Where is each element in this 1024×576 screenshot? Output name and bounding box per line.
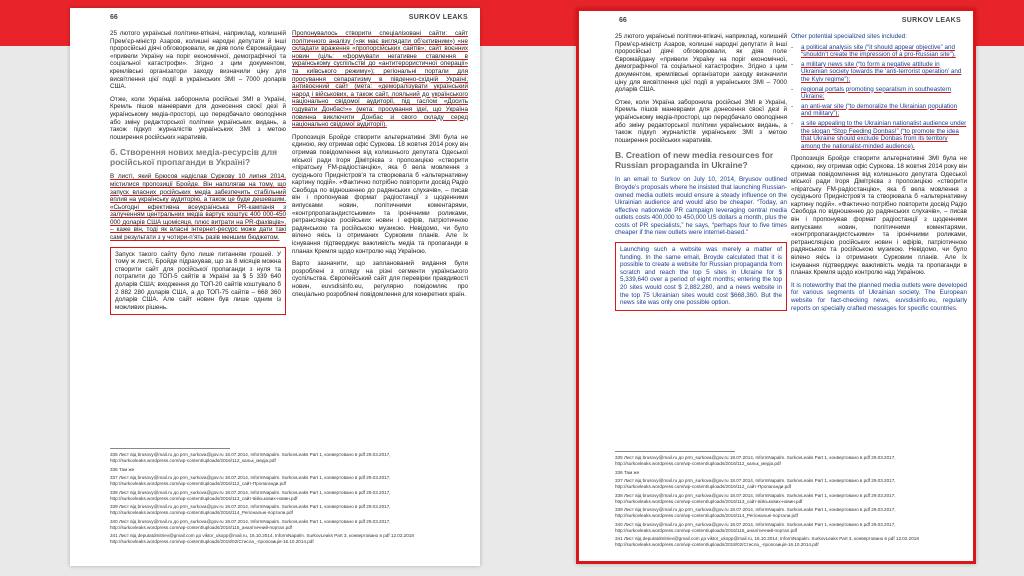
running-title: SURKOV LEAKS: [408, 14, 468, 21]
footnote-rule: [110, 448, 230, 449]
footnote: 337 Лист від brusovy@mail.ru до prm_surkova@gov.ru 18.07.2014, InformNapalm. SurkovLeaks Part 1, конвертовано в pdf 29.03.2017, http://surkovleaks.wordpress.com/wp-content/uploads/2016/112_сайт-Пропаганди.pdf: [110, 475, 391, 486]
footnote: 340 Лист від brusovy@mail.ru до prm_surkova@gov.ru 18.07.2014, InformNapalm. SurkovLeaks Part 1, конвертовано в pdf 29.03.2017, http://surkovleaks.wordpress.com/wp-content/uploads/2016/115_аналітичний-портал.pdf: [615, 521, 896, 533]
paragraph-underlined: Пропонувалось створити спеціалізовані сайти: сайт політичного аналізу («як має виглядати об’єктивним») «не складати враження «пропорсійських сайтів»; сайт воєнних новин (ціль: «формувати негативне ставлення в українському суспільстві до «антитерористичної операції» та київського режиму»); регіональні портали для просування сепаратизму в південно-східній Україні; антивоєнний сайт (мета: «деморалізувати український народ і військових, а також сайт, лояльний до українського національно свідомої аудиторії, під гаслом «Досить годувати Донбас!»» (мета: просування ідеї, що Україна повинна виключити Донбас зі свого складу серед національно свідомої аудиторії).: [292, 30, 468, 129]
section-heading: б. Створення нових медіа-ресурсів для російської пропаганди в Україні?: [110, 147, 278, 168]
list-intro: Other potential specialized sites included:: [791, 33, 907, 40]
footnote: 338 Лист від brusovy@mail.ru до prm_surkova@gov.ru 18.07.2014, InformNapalm. SurkovLeaks Part 1, конвертовано в pdf 29.03.2017, http://surkovleaks.wordpress.com/wp-content/uploads/2016/113_сайт-військових-новин.pdf: [615, 492, 896, 504]
paragraph: 25 лютого українські політики-втікачі, наприклад, колишній Прем’єр-міністр Азаров, колишні народні депутати й інші проросійські діячі обговорювали, як діяв поле Євромайдану «привели Україну на поріг економічної, демографічної та соціальної катастрофи». Згідно з цим документом, кремлівські організатори заходу визначили ціну для висвітлення цієї події в українських ЗМІ – 7000 доларів США.: [615, 33, 787, 94]
boxed-paragraph: Launching such a website was merely a matter of funding. In the same email, Broyde calculated that it is possible to create a website for Russian propaganda from scratch and reach the top 5 sites in Ukraine for $ 5,339,640 over a period of eight months; entering the top 20 sites would cost $ 2,882,280, and a news website in the top 75 Ukrainian sites would cost $668,360. But the news site was only one possible option.: [620, 246, 782, 307]
highlighted-box: [110, 247, 286, 316]
paragraph-underlined: В листі, який Брюсов надіслав Суркову 10 липня 2014, містилися пропозиції Бройде. Він наполягав на тому, що запуск власних російських медіа забезпечить стабільний вплив на українську аудиторію, а також це буде дешевшим. «Сьогодні ефективна всеукраїнська PR-кампанія з залученням центральних медіа вартує коштує 400 000-450 000 доларів США щомісяця, плюс витрати на PR-фахівців», – каже він, тоді як власні інтернет-ресурс може дати такі самі результати з у чотири-п’ять разів меншим бюджетом.: [110, 173, 286, 242]
list-item-text: a site appealing to the Ukrainian nationalist audience under the slogan “Stop Feeding Donbas!” (“to promote the idea that Ukraine should exclude Donbas from its territory among the nationalist-minded audience).: [801, 119, 967, 150]
page-number: 66: [110, 14, 118, 21]
footnote: 341 Лист від deputatdmitriev@gmail.com до viktor_ukopp@mail.ru, 16.10.2014, InformNapalm. SurkovLeaks Part 3, конвертовано в pdf 12.02.2018 http://surkovleaks.wordpress.com/wp-content/uploads/2018/02/Стисла_-пропозиція-16.10.2014.pdf: [615, 536, 919, 547]
paragraph: 25 лютого українські політики-втікачі, наприклад, колишній Прем’єр-міністр Азаров, колишні народні депутати й інші проросійські діячі обговорювали, як діяв поле Євромайдану «привели Україну на поріг економічної, демографічної та соціальної катастрофи». Згідно з цим документом, кремлівські організатори заходу визначили ціну для висвітлення цієї події в українських ЗМІ – 7000 доларів США.: [110, 30, 286, 91]
left-column-1: [110, 30, 286, 320]
boxed-paragraph: Запуск такого сайту було лише питанням грошей. У тому ж листі, Бройде підрахував, що за 8 місяців можна створити сайт для російської пропаганди з нуля та потрапити до ТОП-5 сайтів в Україні за $ 5 339 640 доларів США; входження до ТОП-20 сайтів коштувало б 2 882 280 доларів США, а до ТОП-75 сайтів – 668 360 доларів США. Але сайт новин був лише одним із можливих рішень.: [115, 250, 281, 311]
highlighted-box: [615, 242, 787, 311]
paragraph: Пропозиція Бройде створити альтернативні ЗМІ була не єдиною, яку отримав офіс Суркова. 18 жовтня 2014 року він отримав повідомлення від колишнього депутата Одеської міської ради Ігоря Дімітрієва з пропозицією «створити «піратську FM-радіостанцію», яка б вела мовлення з сусіднього Придністров’я та створювала б «альтернативну картину подій». «Фактично потрібно повторити досвід Радіо Свобода по відношенню до радянських слухачів», – писав він і пропонував формат радіостанції з щоденними випусками новин, політичними коментарями, «контрпропагандистськими» та іронічними роликами, ретрансляцією російських новин і ефірів, патріотичною радянською та російською музикою. Невідомо, чи було вілено якісь із отриманих Сурковим планів. Але їх існування підтверджує важливість медіа та пропаганди в планах Кремля щодо контролю над Україною.: [292, 133, 468, 255]
list-item: - a site appealing to the Ukrainian nationalist audience under the slogan “Stop Feeding Donbas!” (“to promote the idea that Ukraine should exclude Donbas from its territory among the nationalist-minded audience).: [791, 119, 967, 150]
right-page-english: [576, 8, 976, 564]
footnote: 339 Лист від brusovy@mail.ru до prm_surkova@gov.ru 18.07.2014, InformNapalm. SurkovLeaks Part 1, конвертовано в pdf 29.03.2017, http://surkovleaks.wordpress.com/wp-content/uploads/2016/114_Регіональні-портали.pdf: [615, 507, 896, 518]
section-heading: B. Creation of new media resources for Russian propaganda in Ukraine?: [615, 150, 774, 171]
paragraph: Отже, коли Україна заборонила російські ЗМІ в Україні, Кремль пішов маневрами для донесення своєї дезі й українському медіа-просторі, що передбачало оволодіння або зміну редакторської політики українських видань, а також підкуп журналістів українських ЗМІ з метою поширення російських наративів.: [110, 95, 286, 141]
list-item: - regional portals promoting separatism in southeastern Ukraine;: [791, 86, 967, 101]
running-title: SURKOV LEAKS: [901, 17, 961, 24]
footnote: 338 Лист від brusovy@mail.ru до prm_surkova@gov.ru 18.07.2014, InformNapalm. SurkovLeaks Part 1, конвертовано в pdf 29.03.2017, http://surkovleaks.wordpress.com/wp-content/uploads/2016/113_сайт-військових-новин.pdf: [110, 489, 391, 501]
footnotes: [615, 451, 967, 551]
list-item-text: an anti-war site (“to demoralize the Ukrainian population and military”);: [801, 102, 958, 118]
footnote: 337 Лист від brusovy@mail.ru до prm_surkova@gov.ru 18.07.2014, InformNapalm. SurkovLeaks Part 1, конвертовано в pdf 29.03.2017, http://surkovleaks.wordpress.com/wp-content/uploads/2016/112_сайт-Пропаганди.pdf: [615, 478, 896, 489]
list-item: - a military news site (“to form a negative attitude in Ukrainian society towards the ‘anti-terrorist operation’ and the Kyiv regime”);: [791, 61, 967, 84]
footnote: 339 Лист від brusovy@mail.ru до prm_surkova@gov.ru 18.07.2014, InformNapalm. SurkovLeaks Part 1, конвертовано в pdf 29.03.2017, http://surkovleaks.wordpress.com/wp-content/uploads/2016/114_Регіональні-портали.pdf: [110, 504, 391, 515]
paragraph: Отже, коли Україна заборонила російські ЗМІ в Україні, Кремль пішов маневрами для донесення своєї дезі й українському медіа-просторі, що передбачало оволодіння або зміну редакторської політики українських видань, а також підкуп журналістів українських ЗМІ з метою поширення російських наративів.: [615, 98, 787, 144]
list-item: - a political analysis site (“it should appear objective” and “shouldn’t create the impression of a pro-Russian site”),: [791, 44, 967, 59]
paragraph: Пропозиція Бройде створити альтернативні ЗМІ була не єдиною, яку отримав офіс Суркова. 18 жовтня 2014 року він отримав повідомлення від колишнього депутата Одеської міської ради Ігоря Дімітрієва з пропозицією «створити «піратську FM-радіостанцію», яка б вела мовлення з сусіднього Придністров’я та створювала б «альтернативну картину подій». «Фактично потрібно повторити досвід Радіо Свобода по відношенню до радянських слухачів», – писав він і пропонував формат радіостанції з щоденними випусками новин, політичними коментарями, «контрпропагандистськими» та іронічними роликами, ретрансляцією російських новин і ефірів, патріотичною радянською та російською музикою. Невідомо, чи було вілено якісь із отриманих Сурковим планів. Але їх існування підтверджує важливість медіа та пропаганди в планах Кремля щодо контролю над Україною.: [791, 155, 967, 277]
footnote: 336 Там же: [615, 469, 640, 475]
footnote: 340 Лист від brusovy@mail.ru до prm_surkova@gov.ru 18.07.2014, InformNapalm. SurkovLeaks Part 1, конвертовано в pdf 29.03.2017, http://surkovleaks.wordpress.com/wp-content/uploads/2016/115_аналітичний-портал.pdf: [110, 518, 391, 530]
page-number: 66: [619, 17, 627, 24]
page-header: [110, 14, 468, 26]
footnotes: [110, 448, 468, 548]
left-page-ukrainian: [70, 8, 480, 566]
footnote: 335 Лист від brusovy@mail.ru до prm_surkova@gov.ru 18.07.2014, InformNapalm. SurkovLeaks Part 1, конвертовано в pdf 29.03.2017, http://surkovleaks.wordpress.com/wp-content/uploads/2016/112_кальк_медіа.pdf: [110, 452, 391, 463]
footnote: 336 Там же: [110, 466, 135, 472]
list-item-text: a military news site (“to form a negative attitude in Ukrainian society towards the ‘anti-terrorist operation’ and the Kyiv regime”);: [801, 60, 962, 83]
list-item-text: regional portals promoting separatism in southeastern Ukraine;: [801, 85, 952, 101]
footnote-rule: [615, 451, 735, 452]
paragraph: Варто зазначити, що запланований видання були розроблені з огляду на різні сегменти українського суспільства. Європейський сайт для перевірки правдивості новин, euvsdisinfo.eu, регулярно повідомляє про спеціально розроблені повідомлення для конкретних країн.: [292, 260, 468, 298]
paragraph-english: In an email to Surkov on July 10, 2014, Bryusov outlined Broyde’s proposals where he insisted that launching Russian-owned media outlets would ensure a steady influence on the Ukrainian audience and would also be cheaper. “Today, an effective nationwide PR campaign leveraging central media outlets costs 400,000 to 450,000 US dollars a month, plus the costs of PR specialists,” he says, “perhaps four to five times cheaper if the new outlets were internet-based.”: [615, 176, 787, 237]
page-header: [619, 17, 961, 29]
footnote: 341 Лист від deputatdmitriev@gmail.com до viktor_ukopp@mail.ru, 16.10.2014, InformNapalm. SurkovLeaks Part 3, конвертовано в pdf 12.02.2018 http://surkovleaks.wordpress.com/wp-content/uploads/2018/02/Стисла_-пропозиція-16.10.2014.pdf: [110, 533, 414, 544]
footnote: 335 Лист від brusovy@mail.ru до prm_surkova@gov.ru 18.07.2014, InformNapalm. SurkovLeaks Part 1, конвертовано в pdf 29.03.2017, http://surkovleaks.wordpress.com/wp-content/uploads/2016/112_кальк_медіа.pdf: [615, 455, 896, 466]
left-column-2: [292, 30, 468, 303]
right-column-2: [791, 33, 967, 317]
right-column-1: [615, 33, 787, 316]
list-item: - an anti-war site (“to demoralize the Ukrainian population and military”);: [791, 103, 967, 118]
paragraph-english: It is noteworthy that the planned media outlets were developed for various segments of Ukrainian society. The European website for fact-checking news, euvsdisinfo.eu, regularly reports on specially crafted messages for specific countries.: [791, 281, 967, 312]
list-item-text: a political analysis site (“it should appear objective” and “shouldn’t create the impression of a pro-Russian site”),: [801, 43, 956, 59]
